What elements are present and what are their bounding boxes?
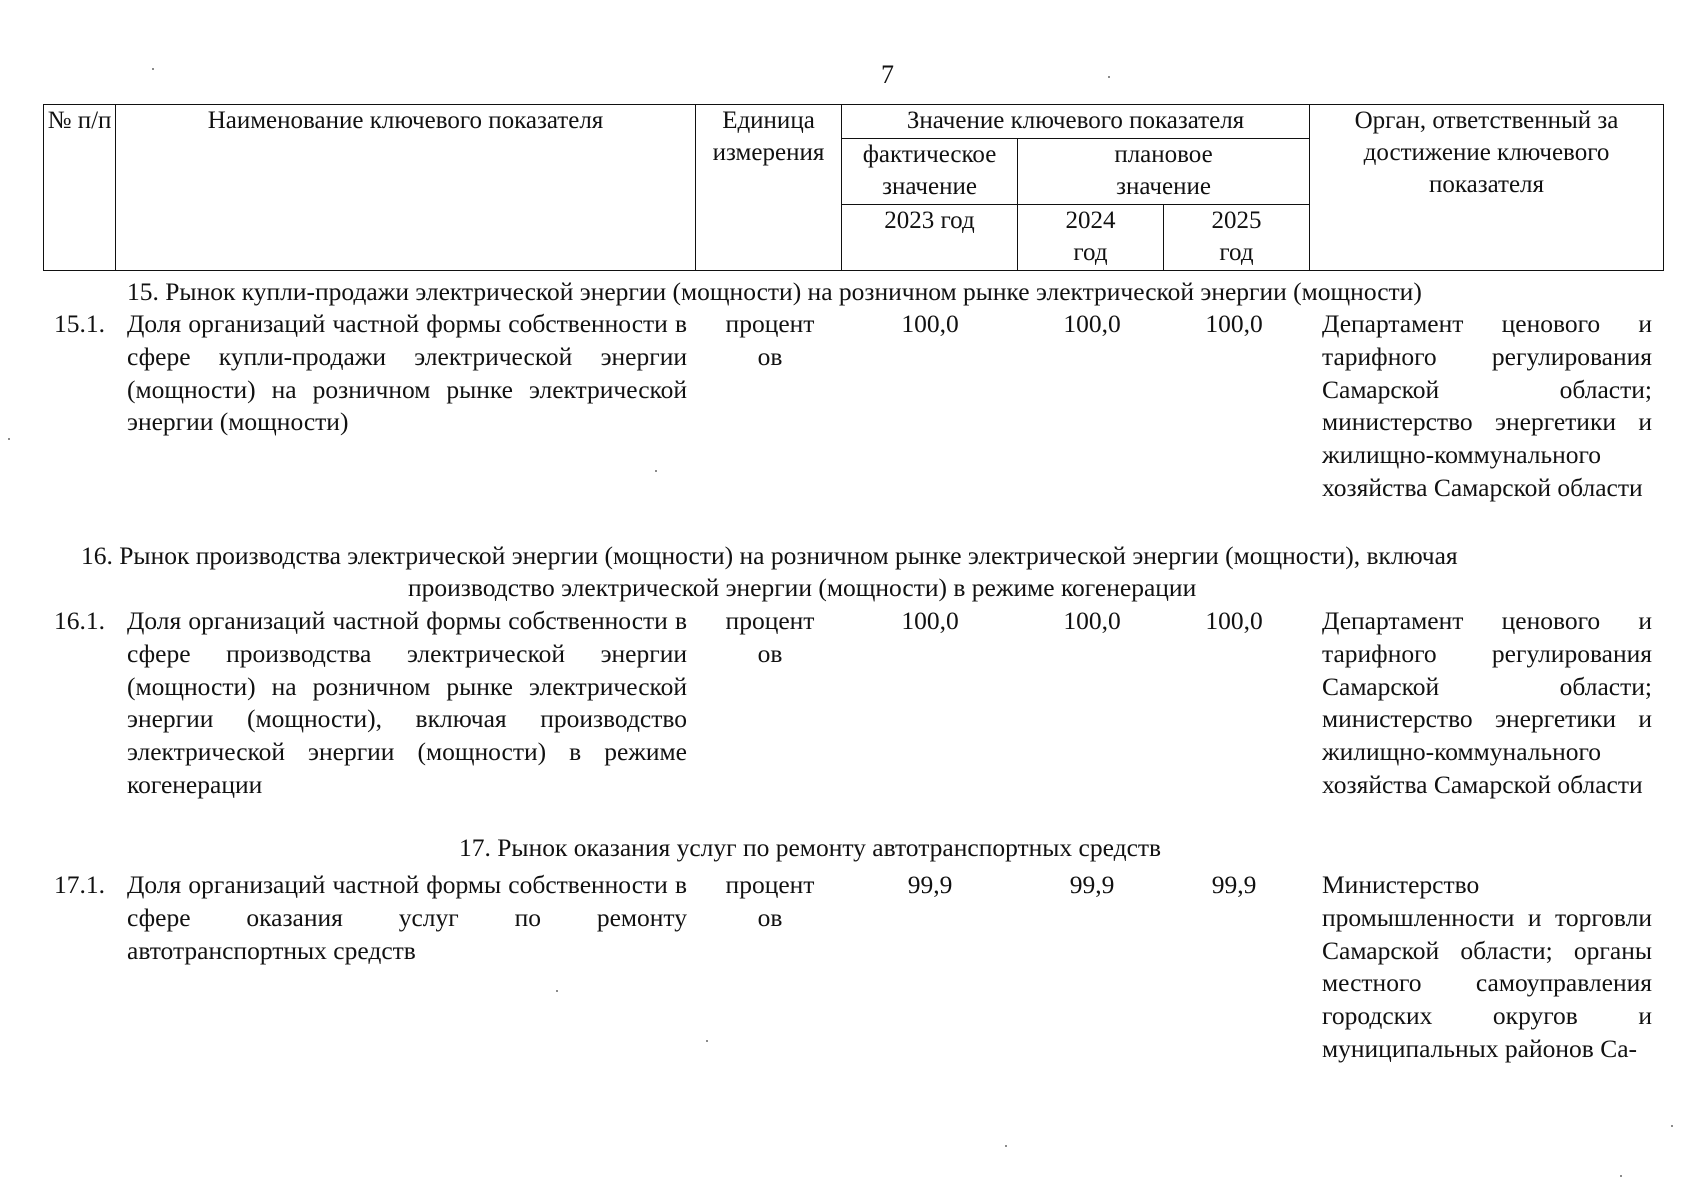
row-value-2025: 100,0 (1205, 606, 1263, 635)
row-value-2024: 100,0 (1063, 606, 1121, 635)
scan-speck (556, 990, 558, 992)
row-value-2024: 99,9 (1069, 870, 1115, 899)
scan-speck (8, 438, 10, 440)
header-name: Наименование ключевого показателя (116, 105, 696, 271)
row-responsible-org: Департамент ценового и тарифного регулирования Самарской области; министерство энергетики и жилищно-коммунального хозяйства Самарской области (1322, 309, 1652, 502)
section-title-16-line1: 16. Рынок производства электрической энергии (мощности) на розничном рынке электрической энергии (мощности), включая (81, 541, 1458, 570)
row-unit: процентов (725, 309, 815, 371)
section-title-16-line2: производство электрической энергии (мощности) в режиме когенерации (408, 573, 1197, 602)
row-number: 17.1. (54, 870, 105, 899)
row-unit: процентов (725, 870, 815, 932)
header-org: Орган, ответственный за достижение ключевого показателя (1310, 105, 1664, 271)
row-number: 16.1. (54, 606, 105, 635)
header-2024: 2024 год (1018, 205, 1164, 271)
header-2025: 2025 год (1164, 205, 1310, 271)
table-header (43, 104, 1664, 271)
header-num: № п/п (44, 105, 116, 271)
scan-speck (655, 470, 657, 472)
row-responsible-org: Министерство промышленности и торговли Самарской области; органы местного самоуправления городских округов и муниципальных районов Са- (1322, 870, 1652, 1063)
row-responsible-org: Департамент ценового и тарифного регулирования Самарской области; министерство энергетики и жилищно-коммунального хозяйства Самарской области (1322, 606, 1652, 799)
scan-speck (1671, 1125, 1673, 1127)
header-unit: Единица измерения (696, 105, 842, 271)
scan-speck (152, 68, 154, 70)
row-value-2023: 100,0 (901, 309, 959, 338)
header-2023: 2023 год (842, 205, 1018, 271)
row-number: 15.1. (54, 309, 105, 338)
row-unit: процентов (725, 606, 815, 668)
row-value-2023: 99,9 (907, 870, 953, 899)
section-title-17: 17. Рынок оказания услуг по ремонту автотранспортных средств (459, 833, 1162, 862)
header-actual: фактическое значение (842, 139, 1018, 205)
row-value-2024: 100,0 (1063, 309, 1121, 338)
row-indicator-name: Доля организаций частной формы собственности в сфере оказания услуг по ремонту автотранспортных средств (127, 870, 687, 965)
scan-speck (1005, 1145, 1007, 1147)
row-value-2025: 99,9 (1211, 870, 1257, 899)
scan-speck (1108, 76, 1110, 78)
row-value-2023: 100,0 (901, 606, 959, 635)
scan-speck (706, 1040, 708, 1042)
row-value-2025: 100,0 (1205, 309, 1263, 338)
row-indicator-name: Доля организаций частной формы собственности в сфере производства электрической энергии (мощности) на розничном рынке электрической энергии (мощности), включая производство электрической энергии (мощности) в режиме когенерации (127, 606, 687, 799)
row-indicator-name: Доля организаций частной формы собственности в сфере купли-продажи электрической энергии (мощности) на розничном рынке электрической энергии (мощности) (127, 309, 687, 437)
header-value-group: Значение ключевого показателя (842, 105, 1310, 139)
page-number: 7 (881, 60, 894, 89)
scan-speck (1620, 1175, 1622, 1177)
header-planned: плановое значение (1018, 139, 1310, 205)
section-title-15: 15. Рынок купли-продажи электрической энергии (мощности) на розничном рынке электрической энергии (мощности) (127, 277, 1422, 306)
